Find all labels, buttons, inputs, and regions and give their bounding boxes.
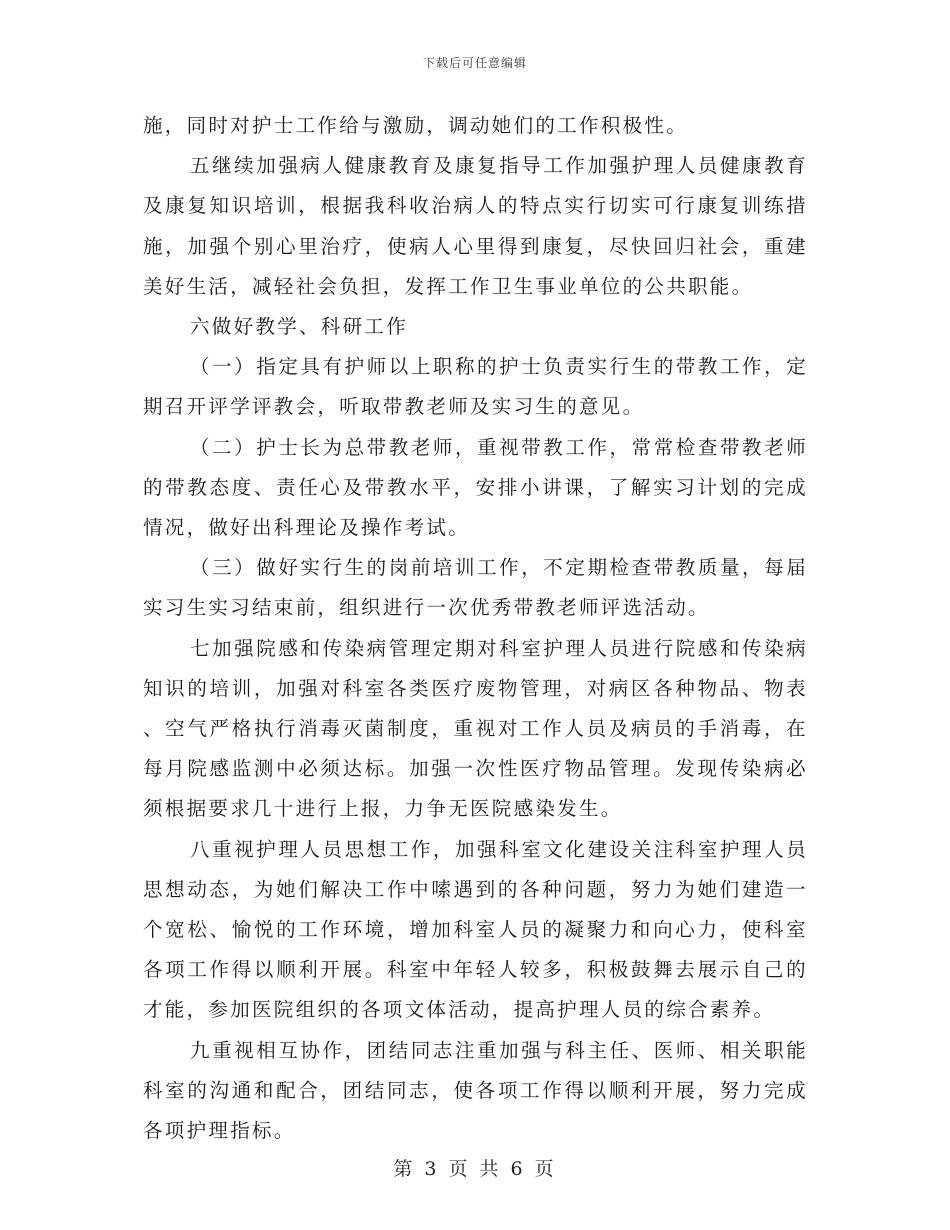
- paragraph-section-6-item-3: （三）做好实行生的岗前培训工作，不定期检查带教质量，每届实习生实习结束前，组织进行一次优秀带教老师评选活动。: [143, 556, 808, 620]
- paragraph-section-8: 八重视护理人员思想工作，加强科室文化建设关注科室护理人员思想动态，为她们解决工作中嗦遇到的各种问题，努力为她们建造一个宽松、愉悦的工作环境，增加科室人员的凝聚力和向心力，使科室各项工作得以顺利开展。科室中年轻人较多，积极鼓舞去展示自己的才能，参加医院组织的各项文体活动，提高护理人员的综合素养。: [143, 837, 808, 1022]
- header-note: 下载后可任意编辑: [422, 56, 527, 70]
- paragraph-section-6-item-2: （二）护士长为总带教老师，重视带教工作，常常检查带教老师的带教态度、责任心及带教水平，安排小讲课，了解实习计划的完成情况，做好出科理论及操作考试。: [143, 435, 808, 540]
- document-body: [143, 106, 808, 1151]
- page-number: 第 3 页 共 6 页: [393, 1158, 557, 1180]
- paragraph-continuation: 施，同时对护士工作给与激励，调动她们的工作积极性。: [143, 114, 689, 137]
- paragraph-section-7: 七加强院感和传染病管理定期对科室护理人员进行院感和传染病知识的培训，加强对科室各类医疗废物管理，对病区各种物品、物表、空气严格执行消毒灭菌制度，重视对工作人员及病员的手消毒，在每月院感监测中必须达标。加强一次性医疗物品管理。发现传染病必须根据要求几十进行上报，力争无医院感染发生。: [143, 636, 808, 821]
- paragraph-section-6-item-1: （一）指定具有护师以上职称的护士负责实行生的带教工作，定期召开评学评教会，听取带教老师及实习生的意见。: [143, 355, 808, 419]
- paragraph-section-5: 五继续加强病人健康教育及康复指导工作加强护理人员健康教育及康复知识培训，根据我科收治病人的特点实行切实可行康复训练措施，加强个别心里治疗，使病人心里得到康复，尽快回归社会，重建美好生活，减轻社会负担，发挥工作卫生事业单位的公共职能。: [143, 154, 808, 298]
- paragraph-section-6-heading: 六做好教学、科研工作: [190, 315, 409, 339]
- paragraph-section-9: 九重视相互协作，团结同志注重加强与科主任、医师、相关职能科室的沟通和配合，团结同志，使各项工作得以顺利开展，努力完成各项护理指标。: [143, 1038, 808, 1143]
